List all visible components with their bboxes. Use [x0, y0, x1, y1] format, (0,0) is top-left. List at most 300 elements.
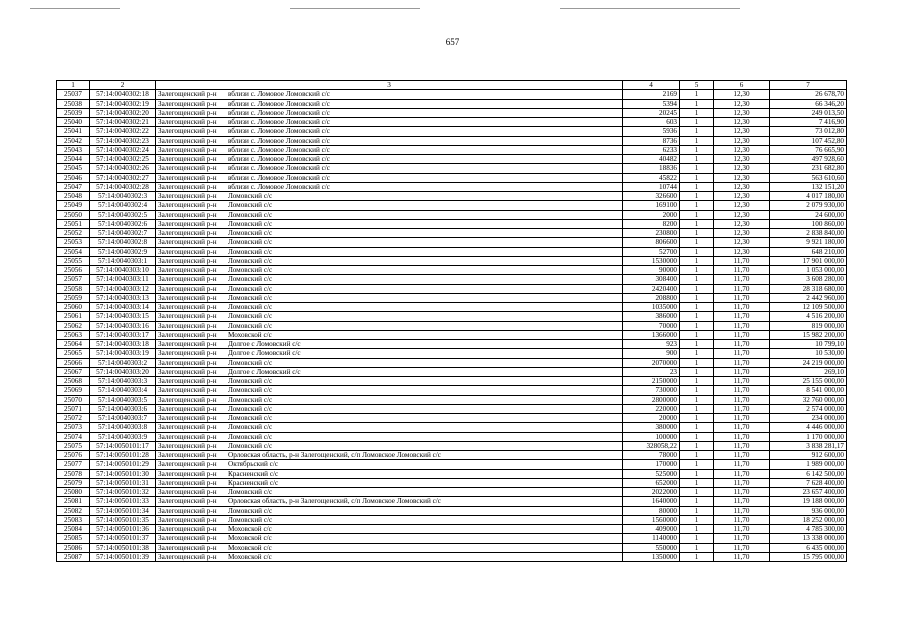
value-cell: 1 170 000,00: [770, 432, 847, 441]
settlement-text: Долгое с Ломовский с/с: [228, 367, 301, 376]
area-cell: 2000: [623, 210, 680, 219]
cadastral-number-cell: 57:14:0040302:6: [90, 219, 156, 228]
table-row: [57, 367, 847, 376]
settlement-text: Ломовский с/с: [228, 266, 273, 275]
value-cell: 25 155 000,00: [770, 377, 847, 386]
area-cell: 90000: [623, 266, 680, 275]
district-text: Залегощенский р-н: [158, 525, 217, 534]
district-text: Залегощенский р-н: [158, 219, 217, 228]
location-cell: [156, 247, 623, 256]
row-number-cell: 25045: [57, 164, 90, 173]
location-cell: [156, 395, 623, 404]
rate-cell: 11,70: [714, 293, 770, 302]
table-row: [57, 164, 847, 173]
table-row: [57, 238, 847, 247]
cadastral-number-cell: 57:14:0050101:39: [90, 552, 156, 561]
settlement-text: Октябрьский с/с: [228, 460, 279, 469]
location-cell: [156, 340, 623, 349]
location-cell: [156, 173, 623, 182]
rate-cell: 11,70: [714, 256, 770, 265]
location-cell: [156, 321, 623, 330]
cadastral-number-cell: 57:14:0040303:17: [90, 330, 156, 339]
count-cell: 1: [680, 99, 714, 108]
row-number-cell: 25051: [57, 219, 90, 228]
row-number-cell: 25079: [57, 478, 90, 487]
row-number-cell: 25043: [57, 145, 90, 154]
settlement-text: Ломовский с/с: [228, 506, 273, 515]
rate-cell: 12,30: [714, 127, 770, 136]
cadastral-number-cell: 57:14:0040303:9: [90, 432, 156, 441]
settlement-text: вблизи с. Ломовое Ломовский с/с: [228, 136, 330, 145]
table-row: [57, 145, 847, 154]
settlement-text: Моховской с/с: [228, 330, 272, 339]
cadastral-number-cell: 57:14:0050101:17: [90, 441, 156, 450]
district-text: Залегощенский р-н: [158, 460, 217, 469]
count-cell: 1: [680, 497, 714, 506]
location-cell: [156, 127, 623, 136]
location-cell: [156, 238, 623, 247]
location-cell: [156, 284, 623, 293]
location-cell: [156, 330, 623, 339]
settlement-text: Долгое с Ломовский с/с: [228, 340, 301, 349]
location-cell: [156, 423, 623, 432]
cadastral-number-cell: 57:14:0040303:15: [90, 312, 156, 321]
rate-cell: 11,70: [714, 478, 770, 487]
row-number-cell: 25064: [57, 340, 90, 349]
row-number-cell: 25052: [57, 229, 90, 238]
settlement-text: вблизи с. Ломовое Ломовский с/с: [228, 173, 330, 182]
area-cell: 208800: [623, 293, 680, 302]
rate-cell: 12,30: [714, 155, 770, 164]
value-cell: 4 017 180,00: [770, 192, 847, 201]
district-text: Залегощенский р-н: [158, 201, 217, 210]
district-text: Залегощенский р-н: [158, 99, 217, 108]
rate-cell: 11,70: [714, 367, 770, 376]
count-cell: 1: [680, 90, 714, 99]
row-number-cell: 25074: [57, 432, 90, 441]
district-text: Залегощенский р-н: [158, 108, 217, 117]
count-cell: 1: [680, 543, 714, 552]
count-cell: 1: [680, 210, 714, 219]
area-cell: 40482: [623, 155, 680, 164]
location-cell: [156, 136, 623, 145]
value-cell: 107 452,80: [770, 136, 847, 145]
count-cell: 1: [680, 340, 714, 349]
cadastral-number-cell: 57:14:0040303:8: [90, 423, 156, 432]
rate-cell: 11,70: [714, 506, 770, 515]
settlement-text: Ломовский с/с: [228, 247, 273, 256]
area-cell: 2150000: [623, 377, 680, 386]
cadastral-number-cell: 57:14:0050101:29: [90, 460, 156, 469]
cadastral-number-cell: 57:14:0040302:20: [90, 108, 156, 117]
area-cell: 409000: [623, 525, 680, 534]
location-cell: [156, 404, 623, 413]
cadastral-number-cell: 57:14:0050101:33: [90, 497, 156, 506]
district-text: Залегощенский р-н: [158, 192, 217, 201]
row-number-cell: 25073: [57, 423, 90, 432]
count-cell: 1: [680, 423, 714, 432]
rate-cell: 11,70: [714, 395, 770, 404]
area-cell: 5936: [623, 127, 680, 136]
count-cell: 1: [680, 155, 714, 164]
area-cell: 100000: [623, 432, 680, 441]
district-text: Залегощенский р-н: [158, 136, 217, 145]
rate-cell: 12,30: [714, 118, 770, 127]
rate-cell: 11,70: [714, 377, 770, 386]
value-cell: 2 838 840,00: [770, 229, 847, 238]
location-cell: [156, 108, 623, 117]
row-number-cell: 25084: [57, 525, 90, 534]
table-row: [57, 303, 847, 312]
location-cell: [156, 275, 623, 284]
column-header-7: 7: [770, 81, 847, 90]
value-cell: 6 435 000,00: [770, 543, 847, 552]
location-cell: [156, 145, 623, 154]
district-text: Залегощенский р-н: [158, 330, 217, 339]
settlement-text: вблизи с. Ломовое Ломовский с/с: [228, 164, 330, 173]
count-cell: 1: [680, 321, 714, 330]
settlement-text: Ломовский с/с: [228, 395, 273, 404]
settlement-text: Ломовский с/с: [228, 441, 273, 450]
settlement-text: Ломовский с/с: [228, 256, 273, 265]
location-cell: [156, 478, 623, 487]
registry-table: [56, 80, 847, 562]
area-cell: 326600: [623, 192, 680, 201]
settlement-text: Моховской с/с: [228, 525, 272, 534]
value-cell: 234 000,00: [770, 414, 847, 423]
value-cell: 73 012,80: [770, 127, 847, 136]
settlement-text: Моховской с/с: [228, 534, 272, 543]
area-cell: 20245: [623, 108, 680, 117]
count-cell: 1: [680, 136, 714, 145]
district-text: Залегощенский р-н: [158, 256, 217, 265]
table-row: [57, 460, 847, 469]
area-cell: 80000: [623, 506, 680, 515]
row-number-cell: 25049: [57, 201, 90, 210]
table-row: [57, 414, 847, 423]
cadastral-number-cell: 57:14:0040303:5: [90, 395, 156, 404]
cadastral-number-cell: 57:14:0040303:1: [90, 256, 156, 265]
area-cell: 8200: [623, 219, 680, 228]
count-cell: 1: [680, 386, 714, 395]
settlement-text: Ломовский с/с: [228, 432, 273, 441]
table-row: [57, 293, 847, 302]
row-number-cell: 25038: [57, 99, 90, 108]
location-cell: [156, 155, 623, 164]
row-number-cell: 25057: [57, 275, 90, 284]
row-number-cell: 25086: [57, 543, 90, 552]
count-cell: 1: [680, 145, 714, 154]
table-row: [57, 441, 847, 450]
count-cell: 1: [680, 201, 714, 210]
location-cell: [156, 99, 623, 108]
district-text: Залегощенский р-н: [158, 247, 217, 256]
scan-artifact-center: [290, 8, 420, 9]
rate-cell: 11,70: [714, 266, 770, 275]
count-cell: 1: [680, 488, 714, 497]
settlement-text: Ломовский с/с: [228, 275, 273, 284]
rate-cell: 11,70: [714, 312, 770, 321]
table-row: [57, 312, 847, 321]
rate-cell: 11,70: [714, 497, 770, 506]
row-number-cell: 25058: [57, 284, 90, 293]
cadastral-number-cell: 57:14:0050101:30: [90, 469, 156, 478]
district-text: Залегощенский р-н: [158, 552, 217, 561]
value-cell: 18 252 000,00: [770, 515, 847, 524]
cadastral-number-cell: 57:14:0050101:35: [90, 515, 156, 524]
rate-cell: 11,70: [714, 284, 770, 293]
value-cell: 3 608 280,00: [770, 275, 847, 284]
area-cell: 2070000: [623, 358, 680, 367]
location-cell: [156, 303, 623, 312]
table-row: [57, 182, 847, 191]
cadastral-number-cell: 57:14:0050101:36: [90, 525, 156, 534]
value-cell: 7 628 400,00: [770, 478, 847, 487]
count-cell: 1: [680, 173, 714, 182]
table-row: [57, 395, 847, 404]
area-cell: 2420400: [623, 284, 680, 293]
cadastral-number-cell: 57:14:0050101:34: [90, 506, 156, 515]
value-cell: 819 000,00: [770, 321, 847, 330]
count-cell: 1: [680, 460, 714, 469]
location-cell: [156, 312, 623, 321]
settlement-text: Ломовский с/с: [228, 303, 273, 312]
district-text: Залегощенский р-н: [158, 515, 217, 524]
row-number-cell: 25054: [57, 247, 90, 256]
settlement-text: Ломовский с/с: [228, 414, 273, 423]
district-text: Залегощенский р-н: [158, 395, 217, 404]
rate-cell: 11,70: [714, 330, 770, 339]
settlement-text: вблизи с. Ломовое Ломовский с/с: [228, 118, 330, 127]
district-text: Залегощенский р-н: [158, 340, 217, 349]
district-text: Залегощенский р-н: [158, 293, 217, 302]
area-cell: 70000: [623, 321, 680, 330]
settlement-text: вблизи с. Ломовое Ломовский с/с: [228, 155, 330, 164]
rate-cell: 11,70: [714, 543, 770, 552]
cadastral-number-cell: 57:14:0050101:32: [90, 488, 156, 497]
value-cell: 10 530,00: [770, 349, 847, 358]
settlement-text: Орловская область, р-н Залегощенский, с/п Ломовское Ломовский с/с: [228, 497, 441, 506]
area-cell: 23: [623, 367, 680, 376]
row-number-cell: 25083: [57, 515, 90, 524]
row-number-cell: 25082: [57, 506, 90, 515]
cadastral-number-cell: 57:14:0040303:10: [90, 266, 156, 275]
column-header-5: 5: [680, 81, 714, 90]
row-number-cell: 25053: [57, 238, 90, 247]
location-cell: [156, 460, 623, 469]
table-row: [57, 266, 847, 275]
value-cell: 648 210,00: [770, 247, 847, 256]
count-cell: 1: [680, 404, 714, 413]
area-cell: 10744: [623, 182, 680, 191]
cadastral-number-cell: 57:14:0040302:4: [90, 201, 156, 210]
rate-cell: 12,30: [714, 229, 770, 238]
district-text: Залегощенский р-н: [158, 284, 217, 293]
location-cell: [156, 182, 623, 191]
settlement-text: Ломовский с/с: [228, 312, 273, 321]
area-cell: 1350000: [623, 552, 680, 561]
scan-artifact-left: [30, 8, 120, 9]
value-cell: 4 785 300,00: [770, 525, 847, 534]
location-cell: [156, 451, 623, 460]
table-row: [57, 543, 847, 552]
value-cell: 3 838 281,17: [770, 441, 847, 450]
value-cell: 24 600,00: [770, 210, 847, 219]
row-number-cell: 25042: [57, 136, 90, 145]
row-number-cell: 25080: [57, 488, 90, 497]
count-cell: 1: [680, 451, 714, 460]
row-number-cell: 25078: [57, 469, 90, 478]
rate-cell: 11,70: [714, 552, 770, 561]
area-cell: 1640000: [623, 497, 680, 506]
rate-cell: 12,30: [714, 182, 770, 191]
page-number: 657: [445, 37, 460, 47]
registry-body: [57, 90, 847, 562]
location-cell: [156, 210, 623, 219]
location-cell: [156, 293, 623, 302]
cadastral-number-cell: 57:14:0040302:19: [90, 99, 156, 108]
value-cell: 132 151,20: [770, 182, 847, 191]
value-cell: 26 678,70: [770, 90, 847, 99]
table-row: [57, 423, 847, 432]
cadastral-number-cell: 57:14:0040303:6: [90, 404, 156, 413]
location-cell: [156, 552, 623, 561]
value-cell: 231 682,80: [770, 164, 847, 173]
cadastral-number-cell: 57:14:0040302:3: [90, 192, 156, 201]
row-number-cell: 25075: [57, 441, 90, 450]
district-text: Залегощенский р-н: [158, 488, 217, 497]
location-cell: [156, 515, 623, 524]
location-cell: [156, 349, 623, 358]
row-number-cell: 25087: [57, 552, 90, 561]
count-cell: 1: [680, 478, 714, 487]
settlement-text: вблизи с. Ломовое Ломовский с/с: [228, 99, 330, 108]
district-text: Залегощенский р-н: [158, 423, 217, 432]
table-row: [57, 330, 847, 339]
area-cell: 230800: [623, 229, 680, 238]
count-cell: 1: [680, 552, 714, 561]
location-cell: [156, 90, 623, 99]
table-row: [57, 451, 847, 460]
row-number-cell: 25077: [57, 460, 90, 469]
district-text: Залегощенский р-н: [158, 312, 217, 321]
location-cell: [156, 469, 623, 478]
scan-artifact-right: [560, 8, 740, 9]
cadastral-number-cell: 57:14:0040302:21: [90, 118, 156, 127]
count-cell: 1: [680, 219, 714, 228]
table-row: [57, 90, 847, 99]
settlement-text: вблизи с. Ломовое Ломовский с/с: [228, 90, 330, 99]
value-cell: 76 665,90: [770, 145, 847, 154]
rate-cell: 11,70: [714, 349, 770, 358]
value-cell: 249 013,50: [770, 108, 847, 117]
table-row: [57, 155, 847, 164]
settlement-text: Долгое с Ломовский с/с: [228, 349, 301, 358]
rate-cell: 11,70: [714, 432, 770, 441]
table-row: [57, 358, 847, 367]
cadastral-number-cell: 57:14:0040303:13: [90, 293, 156, 302]
location-cell: [156, 534, 623, 543]
rate-cell: 11,70: [714, 303, 770, 312]
area-cell: 1530000: [623, 256, 680, 265]
rate-cell: 11,70: [714, 386, 770, 395]
settlement-text: Ломовский с/с: [228, 192, 273, 201]
row-number-cell: 25076: [57, 451, 90, 460]
count-cell: 1: [680, 247, 714, 256]
table-row: [57, 386, 847, 395]
count-cell: 1: [680, 266, 714, 275]
table-row: [57, 118, 847, 127]
table-row: [57, 404, 847, 413]
table-row: [57, 99, 847, 108]
area-cell: 18836: [623, 164, 680, 173]
area-cell: 1366000: [623, 330, 680, 339]
cadastral-number-cell: 57:14:0040303:7: [90, 414, 156, 423]
rate-cell: 11,70: [714, 404, 770, 413]
area-cell: 603: [623, 118, 680, 127]
row-number-cell: 25062: [57, 321, 90, 330]
rate-cell: 12,30: [714, 201, 770, 210]
value-cell: 497 928,60: [770, 155, 847, 164]
district-text: Залегощенский р-н: [158, 210, 217, 219]
table-row: [57, 256, 847, 265]
settlement-text: Моховской с/с: [228, 552, 272, 561]
row-number-cell: 25047: [57, 182, 90, 191]
district-text: Залегощенский р-н: [158, 358, 217, 367]
count-cell: 1: [680, 377, 714, 386]
row-number-cell: 25060: [57, 303, 90, 312]
cadastral-number-cell: 57:14:0040303:16: [90, 321, 156, 330]
table-row: [57, 229, 847, 238]
column-header-2: 2: [90, 81, 156, 90]
settlement-text: Ломовский с/с: [228, 219, 273, 228]
count-cell: 1: [680, 127, 714, 136]
district-text: Залегощенский р-н: [158, 275, 217, 284]
value-cell: 15 795 000,00: [770, 552, 847, 561]
district-text: Залегощенский р-н: [158, 90, 217, 99]
district-text: Залегощенский р-н: [158, 506, 217, 515]
rate-cell: 11,70: [714, 469, 770, 478]
table-row: [57, 247, 847, 256]
row-number-cell: 25048: [57, 192, 90, 201]
district-text: Залегощенский р-н: [158, 173, 217, 182]
area-cell: 1560000: [623, 515, 680, 524]
count-cell: 1: [680, 414, 714, 423]
cadastral-number-cell: 57:14:0040303:11: [90, 275, 156, 284]
location-cell: [156, 358, 623, 367]
district-text: Залегощенский р-н: [158, 145, 217, 154]
value-cell: 7 416,90: [770, 118, 847, 127]
table-row: [57, 275, 847, 284]
rate-cell: 11,70: [714, 358, 770, 367]
cadastral-number-cell: 57:14:0040303:19: [90, 349, 156, 358]
value-cell: 13 338 000,00: [770, 534, 847, 543]
cadastral-number-cell: 57:14:0040302:22: [90, 127, 156, 136]
row-number-cell: 25069: [57, 386, 90, 395]
settlement-text: Красненский с/с: [228, 478, 279, 487]
location-cell: [156, 543, 623, 552]
cadastral-number-cell: 57:14:0040303:2: [90, 358, 156, 367]
rate-cell: 11,70: [714, 275, 770, 284]
table-row: [57, 534, 847, 543]
district-text: Залегощенский р-н: [158, 303, 217, 312]
table-row: [57, 478, 847, 487]
value-cell: 10 799,10: [770, 340, 847, 349]
cadastral-number-cell: 57:14:0040303:4: [90, 386, 156, 395]
area-cell: 45822: [623, 173, 680, 182]
row-number-cell: 25050: [57, 210, 90, 219]
area-cell: 308400: [623, 275, 680, 284]
